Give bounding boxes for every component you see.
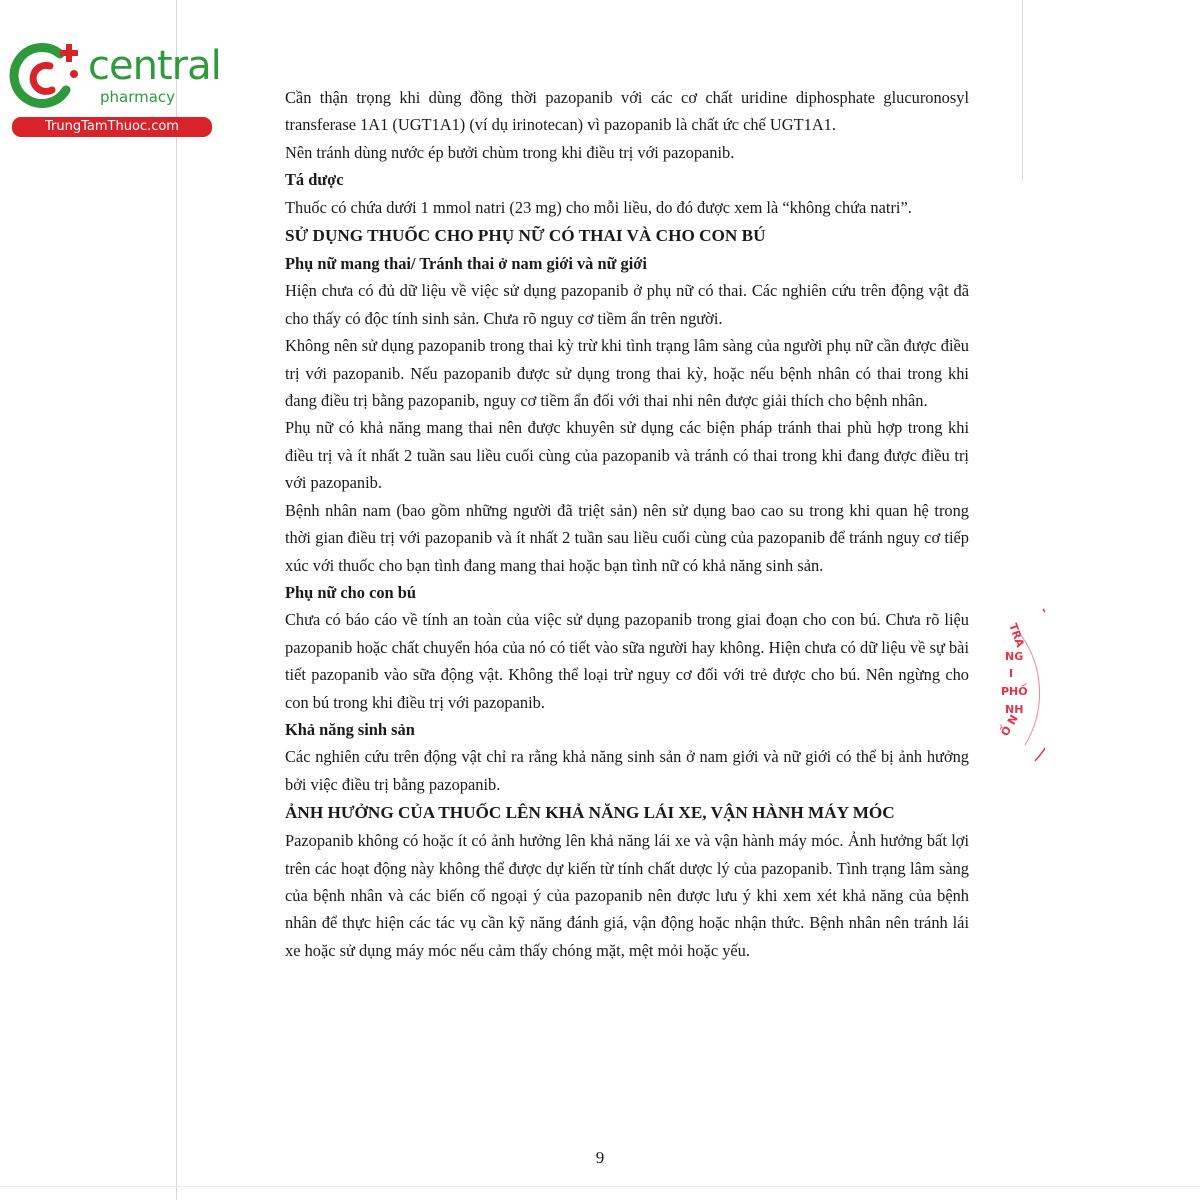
stamp-text-fragment: Ố N xyxy=(998,712,1021,739)
paragraph: Bệnh nhân nam (bao gồm những người đã triệt sản) nên sử dụng bao cao su trong khi quan hệ trong thời gian điều trị với pazopanib và ít nhất 2 tuần sau liều cuối cùng của pazopanib để tránh nguy cơ tiếp xúc với thuốc cho bạn tình đang mang thai hoặc bạn tình nữ có khả năng sinh sản. xyxy=(285,500,969,575)
subheading-pregnancy: Phụ nữ mang thai/ Tránh thai ở nam giới và nữ giới xyxy=(285,254,647,274)
section-heading-pregnancy: SỬ DỤNG THUỐC CHO PHỤ NỮ CÓ THAI VÀ CHO CON BÚ xyxy=(285,226,766,246)
paragraph: Không nên sử dụng pazopanib trong thai kỳ trừ khi tình trạng lâm sàng của người phụ nữ cần được điều trị với pazopanib. Nếu pazopanib được sử dụng trong thai kỳ, hoặc nếu bệnh nhân có thai trong khi đang điều trị bằng pazopanib, nguy cơ tiềm ẩn đối với thai nhi nên được giải thích cho bệnh nhân. xyxy=(285,336,969,411)
stamp-text-fragment: I xyxy=(1009,667,1014,680)
subheading-breastfeeding: Phụ nữ cho con bú xyxy=(285,582,416,602)
paragraph: Chưa có báo cáo về tính an toàn của việc sử dụng pazopanib trong giai đoạn cho con bú. Chưa rõ liệu pazopanib hoặc chất chuyển hóa của nó có tiết vào sữa người hay không. Hiện chưa có dữ liệu về sự bài tiết pazopanib vào sữa động vật. Không thể loại trừ nguy cơ đối với trẻ được cho bú. Nên ngừng cho con bú trong khi điều trị với pazopanib. xyxy=(285,610,969,712)
paragraph: Pazopanib không có hoặc ít có ảnh hưởng lên khả năng lái xe và vận hành máy móc. Ảnh hưởng bất lợi trên các hoạt động này không thể được dự kiến từ tính chất dược lý của pazopanib. Tình trạng lâm sàng của bệnh nhân và các biến cố ngoại ý của pazopanib nên được lưu ý khi xem xét khả năng của bệnh nhân để thực hiện các tác vụ cần kỹ năng đánh giá, vận động hoặc nhận thức. Bệnh nhân nên tránh lái xe hoặc sử dụng máy móc nếu cảm thấy chóng mặt, mệt mỏi hoặc yếu. xyxy=(285,831,969,960)
stamp-text-fragment: PHỐ xyxy=(1001,685,1028,698)
logo-sub-text: pharmacy xyxy=(100,88,176,106)
logo-mark-icon xyxy=(8,38,88,118)
scan-edge-right xyxy=(1022,0,1023,180)
section-heading-driving: ẢNH HƯỞNG CỦA THUỐC LÊN KHẢ NĂNG LÁI XE, VẬN HÀNH MÁY MÓC xyxy=(285,803,895,823)
subheading-fertility: Khả năng sinh sản xyxy=(285,719,415,739)
paragraph: Nên tránh dùng nước ép bưởi chùm trong khi điều trị với pazopanib. xyxy=(285,142,735,162)
paragraph: Cần thận trọng khi dùng đồng thời pazopanib với các cơ chất uridine diphosphate glucuronosyl transferase 1A1 (UGT1A1) (ví dụ irinotecan) vì pazopanib là chất ức chế UGT1A1. xyxy=(285,88,969,135)
subheading-excipient: Tá dược xyxy=(285,170,344,190)
paragraph: Phụ nữ có khả năng mang thai nên được khuyên sử dụng các biện pháp tránh thai phù hợp trong khi điều trị và ít nhất 2 tuần sau liều cuối cùng của pazopanib và tránh có thai trong khi đang được điều trị với pazopanib. xyxy=(285,418,969,493)
document-body xyxy=(285,84,969,964)
page-number: 9 xyxy=(595,1148,605,1167)
central-pharmacy-logo xyxy=(8,38,221,138)
red-stamp-fragment xyxy=(985,605,1045,765)
paragraph: Các nghiên cứu trên động vật chỉ ra rằng khả năng sinh sản ở nam giới và nữ giới có thể bị ảnh hưởng bởi việc điều trị bằng pazopanib. xyxy=(285,747,969,794)
paragraph: Hiện chưa có đủ dữ liệu về việc sử dụng pazopanib ở phụ nữ có thai. Các nghiên cứu trên động vật đã cho thấy có độc tính sinh sản. Chưa rõ nguy cơ tiềm ẩn trên người. xyxy=(285,281,969,328)
paragraph: Thuốc có chứa dưới 1 mmol natri (23 mg) cho mỗi liều, do đó được xem là “không chứa natri”. xyxy=(285,197,912,217)
logo-site-banner: TrungTamThuoc.com xyxy=(12,117,212,137)
stamp-text-fragment: NH xyxy=(1005,703,1024,716)
stamp-text-fragment: TRA xyxy=(1006,621,1027,650)
scan-edge-left xyxy=(176,0,177,1200)
logo-brand-text: central xyxy=(88,43,221,89)
scan-edge-bottom xyxy=(0,1186,1200,1187)
stamp-text-fragment: NG xyxy=(1005,650,1024,663)
